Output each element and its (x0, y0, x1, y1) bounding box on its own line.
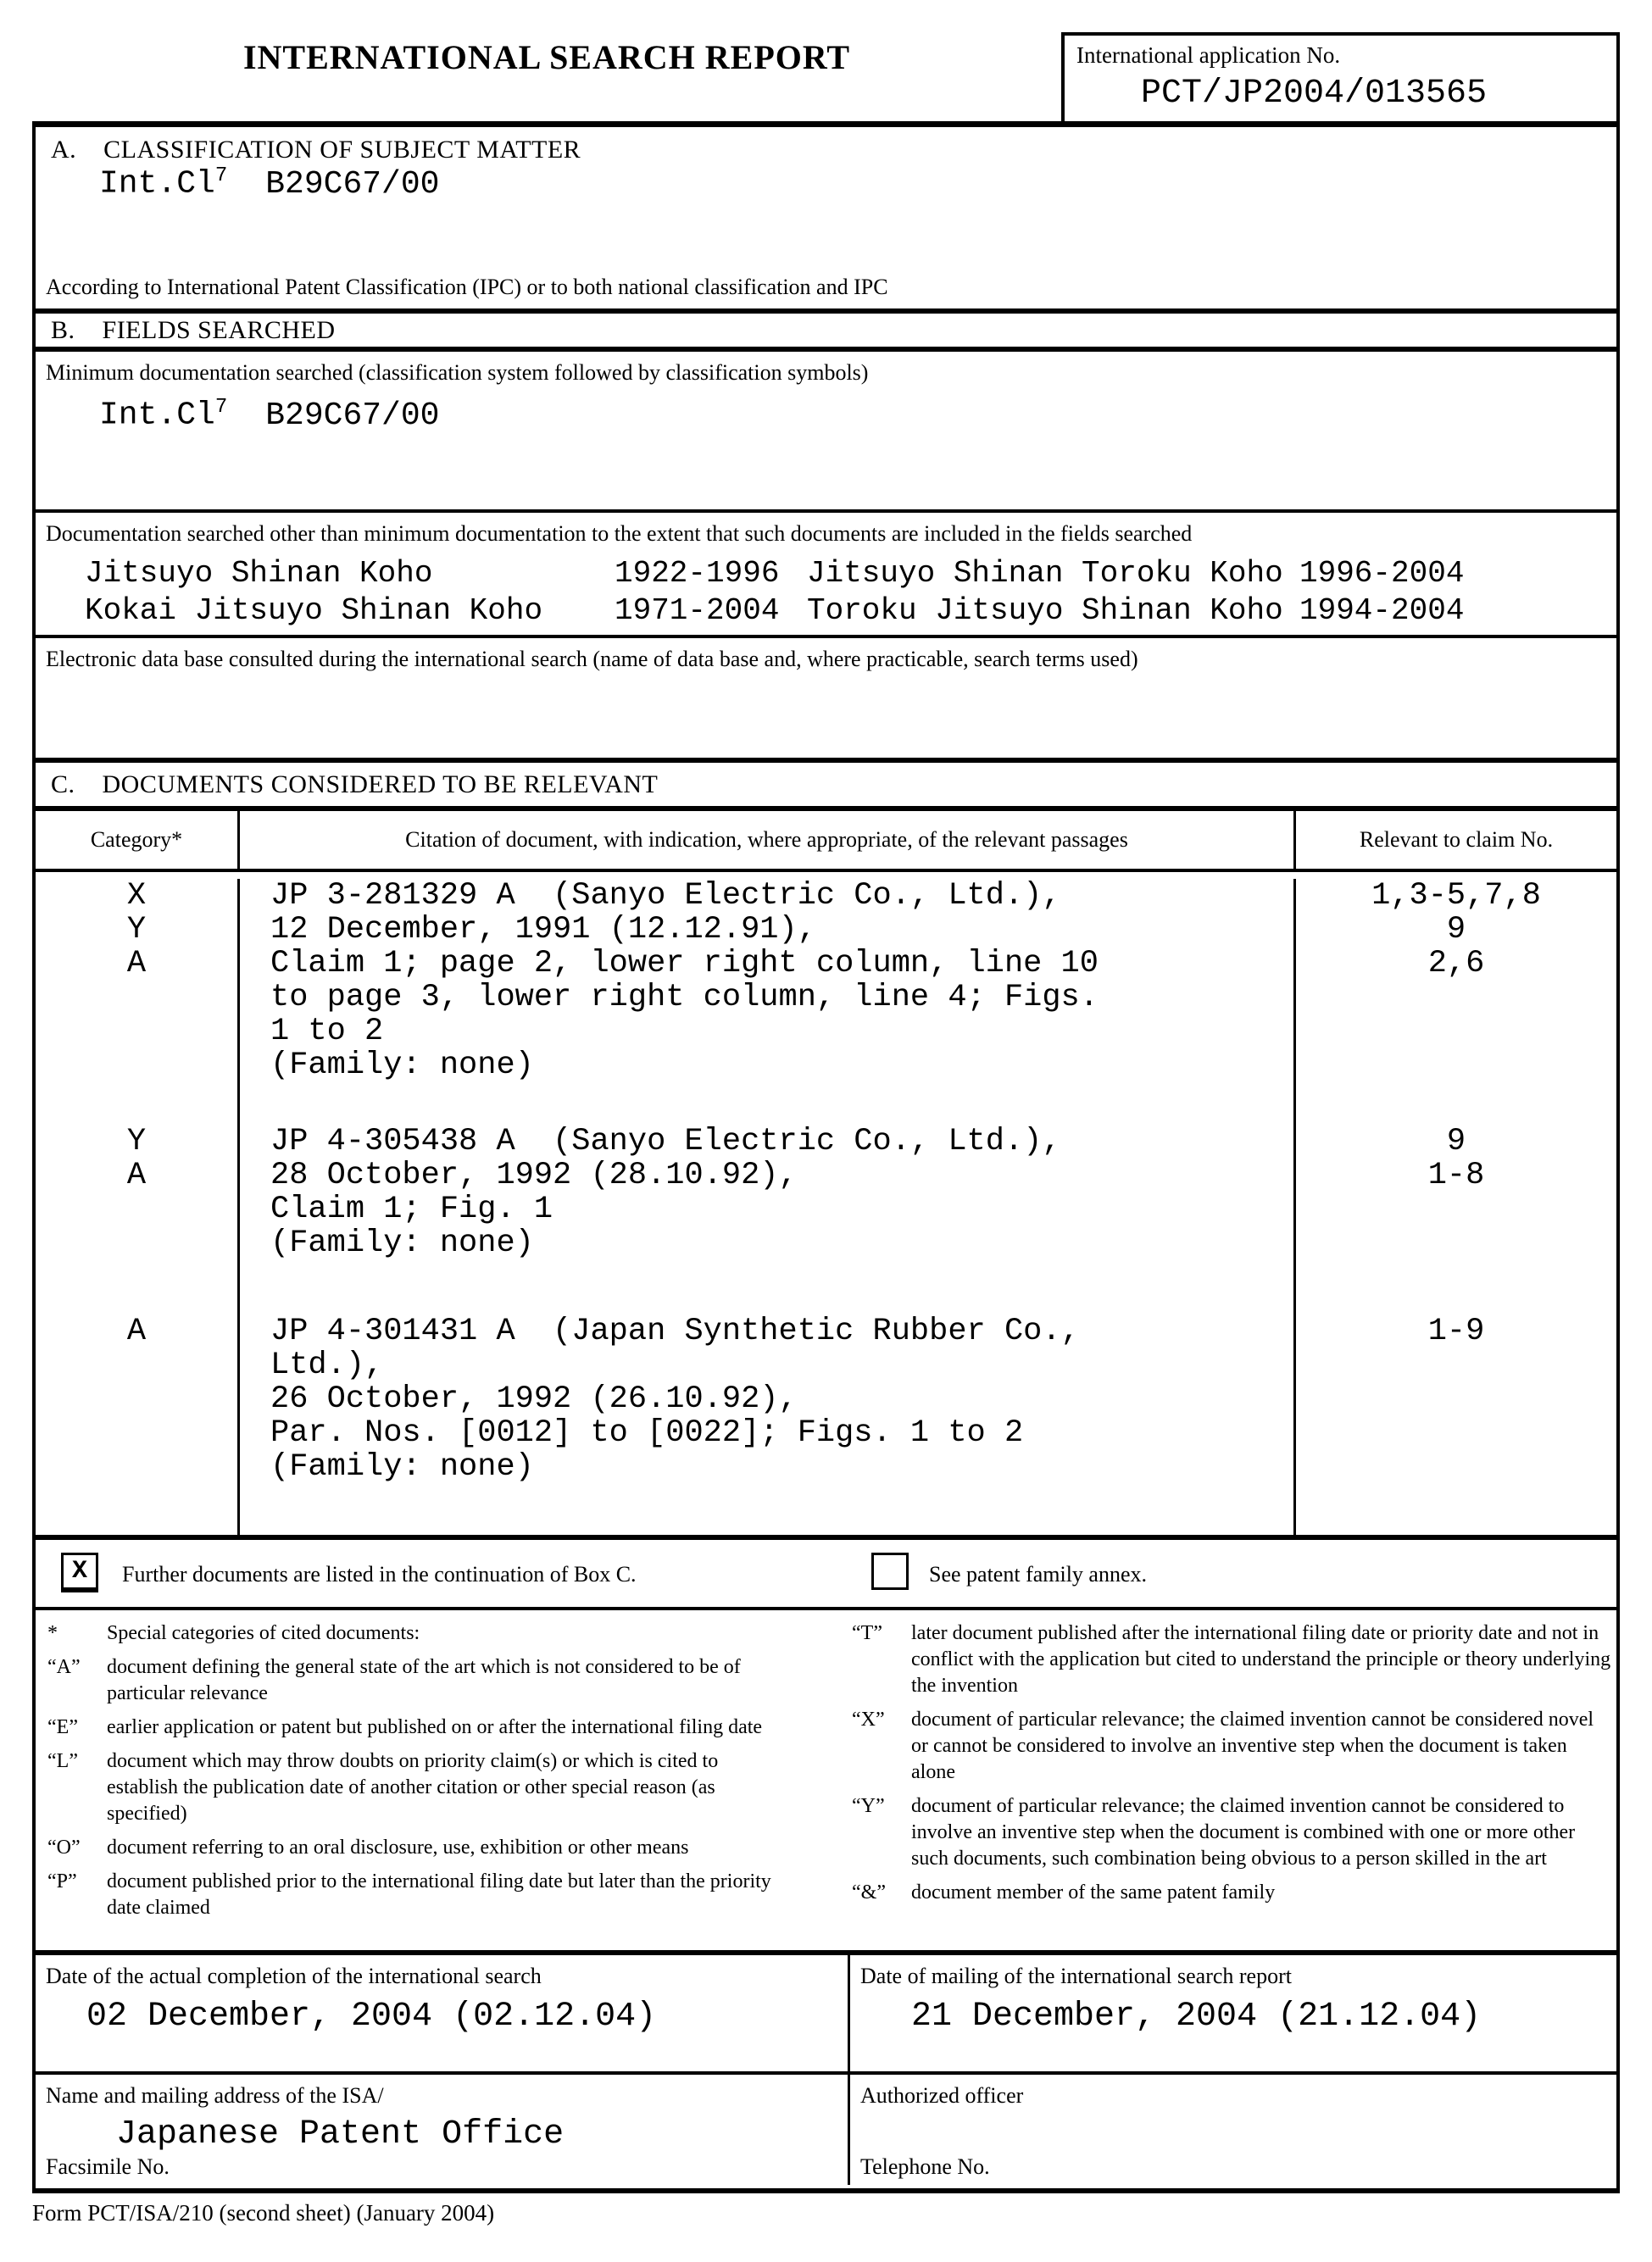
legend-marker: “O” (47, 1837, 81, 1859)
isa-address-cell (36, 2075, 850, 2185)
legend-text: document defining the general state of the art which is not considered to be of particular relevance (107, 1656, 741, 1704)
legend-marker: * (47, 1622, 58, 1644)
document-row (36, 1125, 1616, 1260)
legend-marker: “&” (852, 1881, 886, 1904)
form-identifier: Form PCT/ISA/210 (second sheet) (January 2004) (32, 2200, 495, 2226)
minimum-documentation-label: Minimum documentation searched (classification system followed by classification symbols) (46, 360, 869, 385)
koho-range: 1971-2004 (615, 593, 780, 628)
legend-right-column (852, 1620, 1615, 1914)
legend-text: document which may throw doubts on priority claim(s) or which is cited to establish the publication date of another citation or other special reason (as specified) (107, 1750, 719, 1825)
minimum-classification-entry (99, 396, 439, 434)
isa-name-value: Japanese Patent Office (116, 2115, 565, 2154)
page-title: INTERNATIONAL SEARCH REPORT (242, 38, 851, 76)
special-categories-legend (36, 1610, 1616, 1955)
checkbox-row (36, 1540, 1616, 1610)
electronic-database-cell (36, 638, 1616, 763)
legend-marker: “Y” (852, 1795, 885, 1817)
further-documents-checkbox[interactable] (61, 1553, 98, 1592)
patent-family-annex-label: See patent family annex. (929, 1562, 1148, 1587)
document-citation: JP 4-301431 A (Japan Synthetic Rubber Co., Ltd.), 26 October, 1992 (26.10.92), Par. Nos. [0012] to [0022]; Figs. 1 to 2 (Family: none) (270, 1314, 1080, 1485)
koho-name: Toroku Jitsuyo Shinan Koho (807, 593, 1283, 628)
koho-name: Kokai Jitsuyo Shinan Koho (85, 593, 543, 628)
document-claims: 1-9 (1427, 1314, 1485, 1349)
legend-item (852, 1880, 1615, 1906)
koho-range: 1922-1996 (615, 556, 780, 591)
legend-text: document referring to an oral disclosure, use, exhibition or other means (107, 1837, 689, 1859)
legend-item (852, 1793, 1615, 1872)
legend-text: later document published after the international filing date or priority date and not in conflict with the application but cited to understand the principle or theory underlying the invention (911, 1622, 1611, 1697)
intcl-superscript: 7 (214, 164, 228, 187)
isa-address-label: Name and mailing address of the ISA/ (46, 2083, 384, 2108)
facsimile-label: Facsimile No. (46, 2154, 170, 2179)
telephone-label: Telephone No. (860, 2154, 990, 2179)
intcl-prefix: Int.Cl (99, 165, 215, 203)
koho-range: 1994-2004 (1299, 593, 1465, 628)
column-header-category: Category* (36, 811, 240, 869)
document-claims: 1,3-5,7,8 9 2,6 (1371, 878, 1541, 981)
legend-item (47, 1748, 793, 1827)
koho-list (36, 555, 1616, 630)
koho-row (36, 592, 1616, 630)
documents-table-header (36, 811, 1616, 872)
intcl-value: B29C67/00 (265, 165, 440, 203)
authorized-officer-label: Authorized officer (860, 2083, 1024, 2108)
document-citation: JP 3-281329 A (Sanyo Electric Co., Ltd.), 12 December, 1991 (12.12.91), Claim 1; page 2, lower right column, line 10 to page 3, lower right column, line 4; Figs. 1 to 2 (Family: none) (270, 878, 1099, 1083)
completion-date-label: Date of the actual completion of the international search (46, 1964, 542, 1988)
section-a-heading: A. CLASSIFICATION OF SUBJECT MATTER (51, 136, 581, 164)
authorized-officer-cell (850, 2075, 1616, 2185)
mailing-date-cell (850, 1955, 1616, 2071)
legend-item (852, 1707, 1615, 1786)
section-a-classification (36, 127, 1616, 314)
isa-officer-row (36, 2075, 1616, 2185)
documents-table-body (36, 879, 1616, 1540)
dates-row (36, 1955, 1616, 2075)
document-row (36, 1314, 1616, 1484)
min-intcl-prefix: Int.Cl (99, 397, 215, 434)
legend-item (47, 1869, 793, 1921)
legend-text: document of particular relevance; the claimed invention cannot be considered to involve an inventive step when the document is combined with one or more other such documents, such combination being obvious to a person skilled in the art (911, 1795, 1576, 1870)
minimum-documentation-cell (36, 352, 1616, 513)
column-header-citation: Citation of document, with indication, where appropriate, of the relevant passages (240, 811, 1296, 869)
other-documentation-cell (36, 513, 1616, 638)
document-row (36, 879, 1616, 1082)
document-citation: JP 4-305438 A (Sanyo Electric Co., Ltd.), 28 October, 1992 (28.10.92), Claim 1; Fig. 1 (Family: none) (270, 1124, 1061, 1261)
legend-marker: “L” (47, 1750, 78, 1772)
other-documentation-label: Documentation searched other than minimum documentation to the extent that such documents are included in the fields searched (46, 521, 1193, 546)
document-categories: X Y A (126, 878, 147, 981)
koho-name: Jitsuyo Shinan Koho (85, 556, 433, 591)
min-intcl-value: B29C67/00 (265, 397, 440, 434)
legend-marker: “X” (852, 1709, 885, 1731)
legend-marker: “P” (47, 1870, 77, 1892)
min-intcl-superscript: 7 (214, 396, 228, 419)
classification-entry (99, 164, 439, 203)
document-categories: A (126, 1314, 147, 1349)
legend-item (47, 1835, 793, 1861)
document-claims: 9 1-8 (1427, 1124, 1485, 1193)
application-number-box (1061, 32, 1620, 121)
column-header-claims: Relevant to claim No. (1359, 827, 1554, 852)
column-divider (237, 879, 240, 1535)
legend-item (47, 1620, 793, 1647)
form-body (32, 121, 1620, 2193)
legend-text: Special categories of cited documents: (107, 1622, 420, 1644)
application-number-value: PCT/JP2004/013565 (1141, 75, 1488, 113)
column-divider (1293, 879, 1296, 1535)
legend-item (47, 1715, 793, 1741)
legend-marker: “T” (852, 1622, 882, 1644)
application-number-label: International application No. (1076, 42, 1341, 68)
according-note: According to International Patent Classification (IPC) or to both national classification and IPC (46, 275, 888, 299)
legend-left-column (47, 1620, 793, 1929)
legend-text: document member of the same patent family (911, 1881, 1276, 1904)
koho-name: Jitsuyo Shinan Toroku Koho (807, 556, 1283, 591)
koho-row (36, 555, 1616, 592)
legend-marker: “A” (47, 1656, 81, 1678)
legend-marker: “E” (47, 1716, 78, 1738)
mailing-date-label: Date of mailing of the international search report (860, 1964, 1292, 1988)
electronic-database-label: Electronic data base consulted during the international search (name of data base and, where practicable, search terms used) (46, 647, 1138, 671)
checkbox-x-mark: X (71, 1557, 87, 1586)
section-c-heading: C. DOCUMENTS CONSIDERED TO BE RELEVANT (36, 763, 1616, 811)
mailing-date-value: 21 December, 2004 (21.12.04) (911, 1998, 1482, 2036)
section-b-heading: B. FIELDS SEARCHED (36, 314, 1616, 352)
legend-text: document published prior to the international filing date but later than the priority date claimed (107, 1870, 771, 1919)
legend-text: earlier application or patent but published on or after the international filing date (107, 1716, 763, 1738)
patent-family-annex-checkbox[interactable] (871, 1553, 909, 1590)
legend-text: document of particular relevance; the claimed invention cannot be considered novel or cannot be considered to involve an inventive step when the document is taken alone (911, 1709, 1594, 1783)
completion-date-cell (36, 1955, 850, 2071)
document-categories: Y A (126, 1124, 147, 1193)
further-documents-label: Further documents are listed in the continuation of Box C. (122, 1562, 637, 1587)
koho-range: 1996-2004 (1299, 556, 1465, 591)
legend-item (47, 1654, 793, 1707)
legend-item (852, 1620, 1615, 1699)
completion-date-value: 02 December, 2004 (02.12.04) (86, 1998, 657, 2036)
